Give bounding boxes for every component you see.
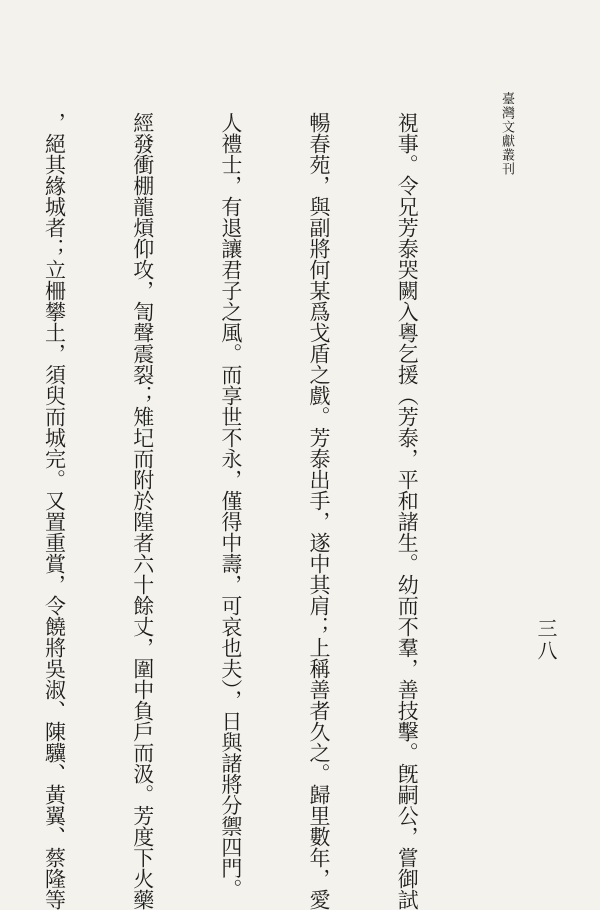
text-column: 視事。令兄芳泰哭闕入粵乞援（芳泰，平和諸生。幼而不羣，善技擊。旣嗣公，嘗御試: [395, 112, 420, 910]
text-column: 經發衝棚龍熕仰攻，訇聲震裂；雉圮而附於隍者六十餘丈，圍中負戶而汲。芳度下火藥: [130, 112, 155, 910]
page-number: 三八: [534, 618, 558, 662]
body-text: [42, 112, 480, 910]
header-title: 臺灣文獻叢刊: [499, 92, 514, 176]
text-column: ，絕其緣城者；立柵攀土，須臾而城完。又置重賞，令饒將吳淑、陳驥、黃翼、蔡隆等: [42, 112, 67, 910]
text-column: 暢春苑，與副將何某爲戈盾之戲。芳泰出手，遂中其肩；上稱善者久之。歸里數年，愛: [307, 112, 332, 910]
text-column: 人禮士，有退讓君子之風。而享世不永，僅得中壽，可哀也夫），日與諸將分禦四門。: [218, 112, 243, 900]
